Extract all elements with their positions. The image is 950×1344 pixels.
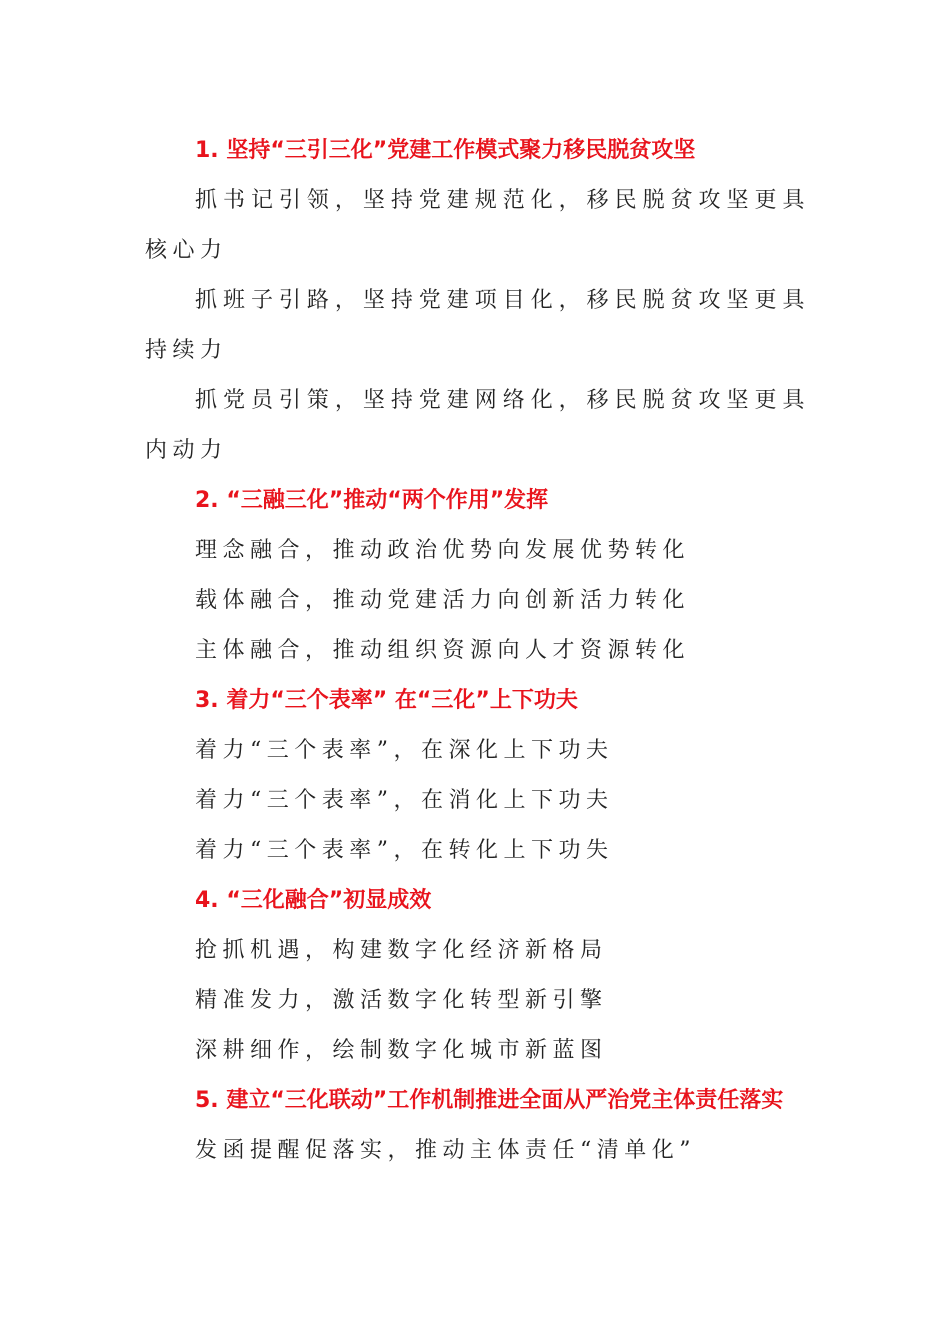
section-item: 载体融合，推动党建活力向创新活力转化 (195, 588, 691, 613)
section-heading: 2. “三融三化”推动“两个作用”发挥 (195, 488, 549, 513)
section-1 (145, 126, 810, 476)
section-5 (145, 1076, 810, 1176)
section-item: 发函提醒促落实，推动主体责任“清单化” (195, 1138, 696, 1163)
section-item: 着力“三个表率”，在消化上下功夫 (195, 788, 614, 813)
section-heading: 3. 着力“三个表率” 在“三化”上下功夫 (195, 688, 578, 713)
section-2 (145, 476, 810, 676)
section-item: 抓书记引领，坚持党建规范化，移民脱贫攻坚更具核心力 (145, 188, 810, 263)
section-item: 着力“三个表率”，在深化上下功夫 (195, 738, 614, 763)
section-item: 抓班子引路，坚持党建项目化，移民脱贫攻坚更具持续力 (145, 288, 810, 363)
section-item: 精准发力，激活数字化转型新引擎 (195, 988, 608, 1013)
section-item: 深耕细作，绘制数字化城市新蓝图 (195, 1038, 608, 1063)
section-item: 理念融合，推动政治优势向发展优势转化 (195, 538, 691, 563)
section-item: 主体融合，推动组织资源向人才资源转化 (195, 638, 691, 663)
section-4 (145, 876, 810, 1076)
section-heading: 1. 坚持“三引三化”党建工作模式聚力移民脱贫攻坚 (195, 138, 696, 163)
section-heading: 4. “三化融合”初显成效 (195, 888, 432, 913)
section-3 (145, 676, 810, 876)
section-item: 抓党员引策，坚持党建网络化，移民脱贫攻坚更具内动力 (145, 388, 810, 463)
section-item: 着力“三个表率”，在转化上下功失 (195, 838, 614, 863)
section-heading: 5. 建立“三化联动”工作机制推进全面从严治党主体责任落实 (195, 1088, 784, 1113)
section-item: 抢抓机遇，构建数字化经济新格局 (195, 938, 608, 963)
document-content (145, 126, 810, 1176)
